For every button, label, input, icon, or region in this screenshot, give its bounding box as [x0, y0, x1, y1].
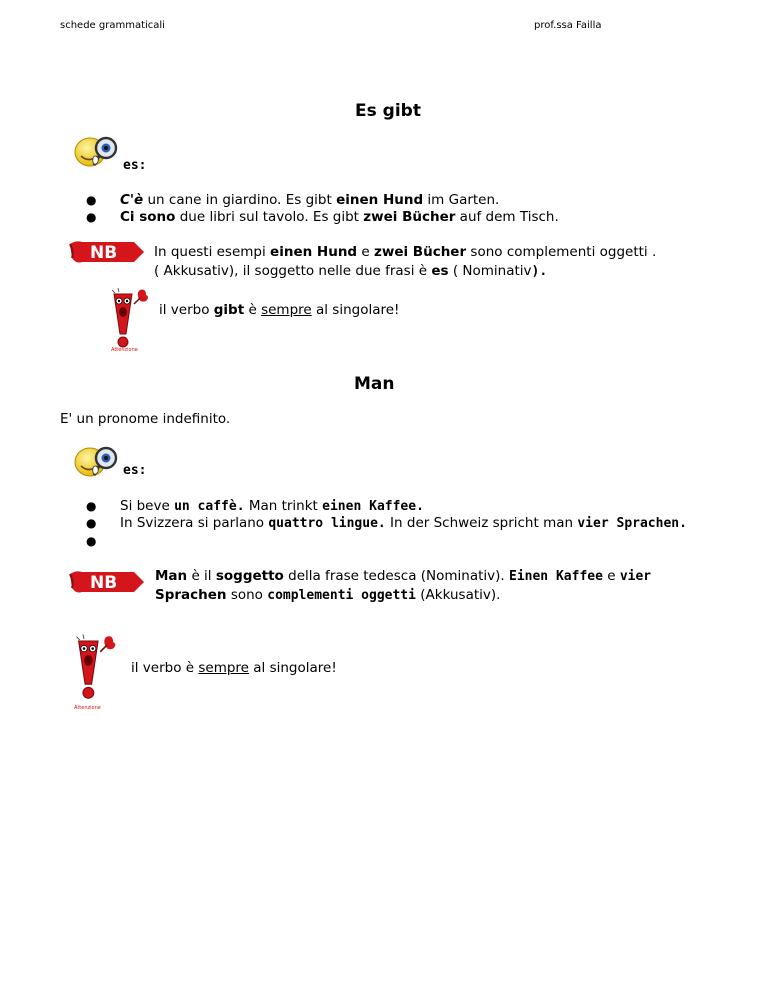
list-item: ● — [86, 210, 97, 224]
warning-text: il verbo gibt è sempre al singolare! — [159, 302, 400, 318]
example-label: es: — [123, 463, 147, 478]
svg-text:NB: NB — [90, 573, 118, 593]
nb-text-line-2: Sprachen sono complementi oggetti (Akkusativ). — [155, 587, 501, 603]
header-right: prof.ssa Failla — [534, 20, 602, 31]
list-item-text: Ci sono due libri sul tavolo. Es gibt zwei Bücher auf dem Tisch. — [120, 209, 559, 225]
magnifier-smiley-icon — [74, 134, 122, 170]
list-item: ● — [86, 193, 97, 207]
nb-text-line-2: ( Akkusativ), il soggetto nelle due frasi è es ( Nominativ). — [154, 263, 548, 279]
svg-text:NB: NB — [90, 243, 118, 263]
list-item-text: Si beve un caffè. Man trinkt einen Kaffee. — [120, 498, 424, 514]
header-left: schede grammaticali — [60, 20, 165, 31]
nb-badge-icon — [68, 568, 146, 596]
nb-badge-icon — [68, 238, 146, 266]
intro-text: E' un pronome indefinito. — [60, 411, 231, 427]
list-item: ● — [86, 516, 97, 530]
section-title-man: Man — [354, 374, 395, 394]
list-item: ● — [86, 499, 97, 513]
list-item-text: C'è un cane in giardino. Es gibt einen Hund im Garten. — [120, 192, 500, 208]
example-label: es: — [123, 158, 147, 173]
section-title-es-gibt: Es gibt — [355, 101, 421, 121]
attention-caption: Attenzione — [111, 347, 138, 353]
nb-text-line-1: In questi esempi einen Hund e zwei Bücher sono complementi oggetti . — [154, 244, 657, 260]
magnifier-smiley-icon — [74, 444, 122, 480]
exclamation-attention-icon — [70, 632, 124, 704]
nb-text-line-1: Man è il soggetto della frase tedesca (Nominativ). Einen Kaffee e vier — [155, 568, 652, 584]
list-item-text: In Svizzera si parlano quattro lingue. In der Schweiz spricht man vier Sprachen. — [120, 515, 687, 531]
attention-caption: Attenzione — [74, 705, 101, 711]
warning-text: il verbo è sempre al singolare! — [131, 660, 337, 676]
exclamation-attention-icon — [106, 286, 156, 352]
list-item: ● — [86, 534, 97, 548]
